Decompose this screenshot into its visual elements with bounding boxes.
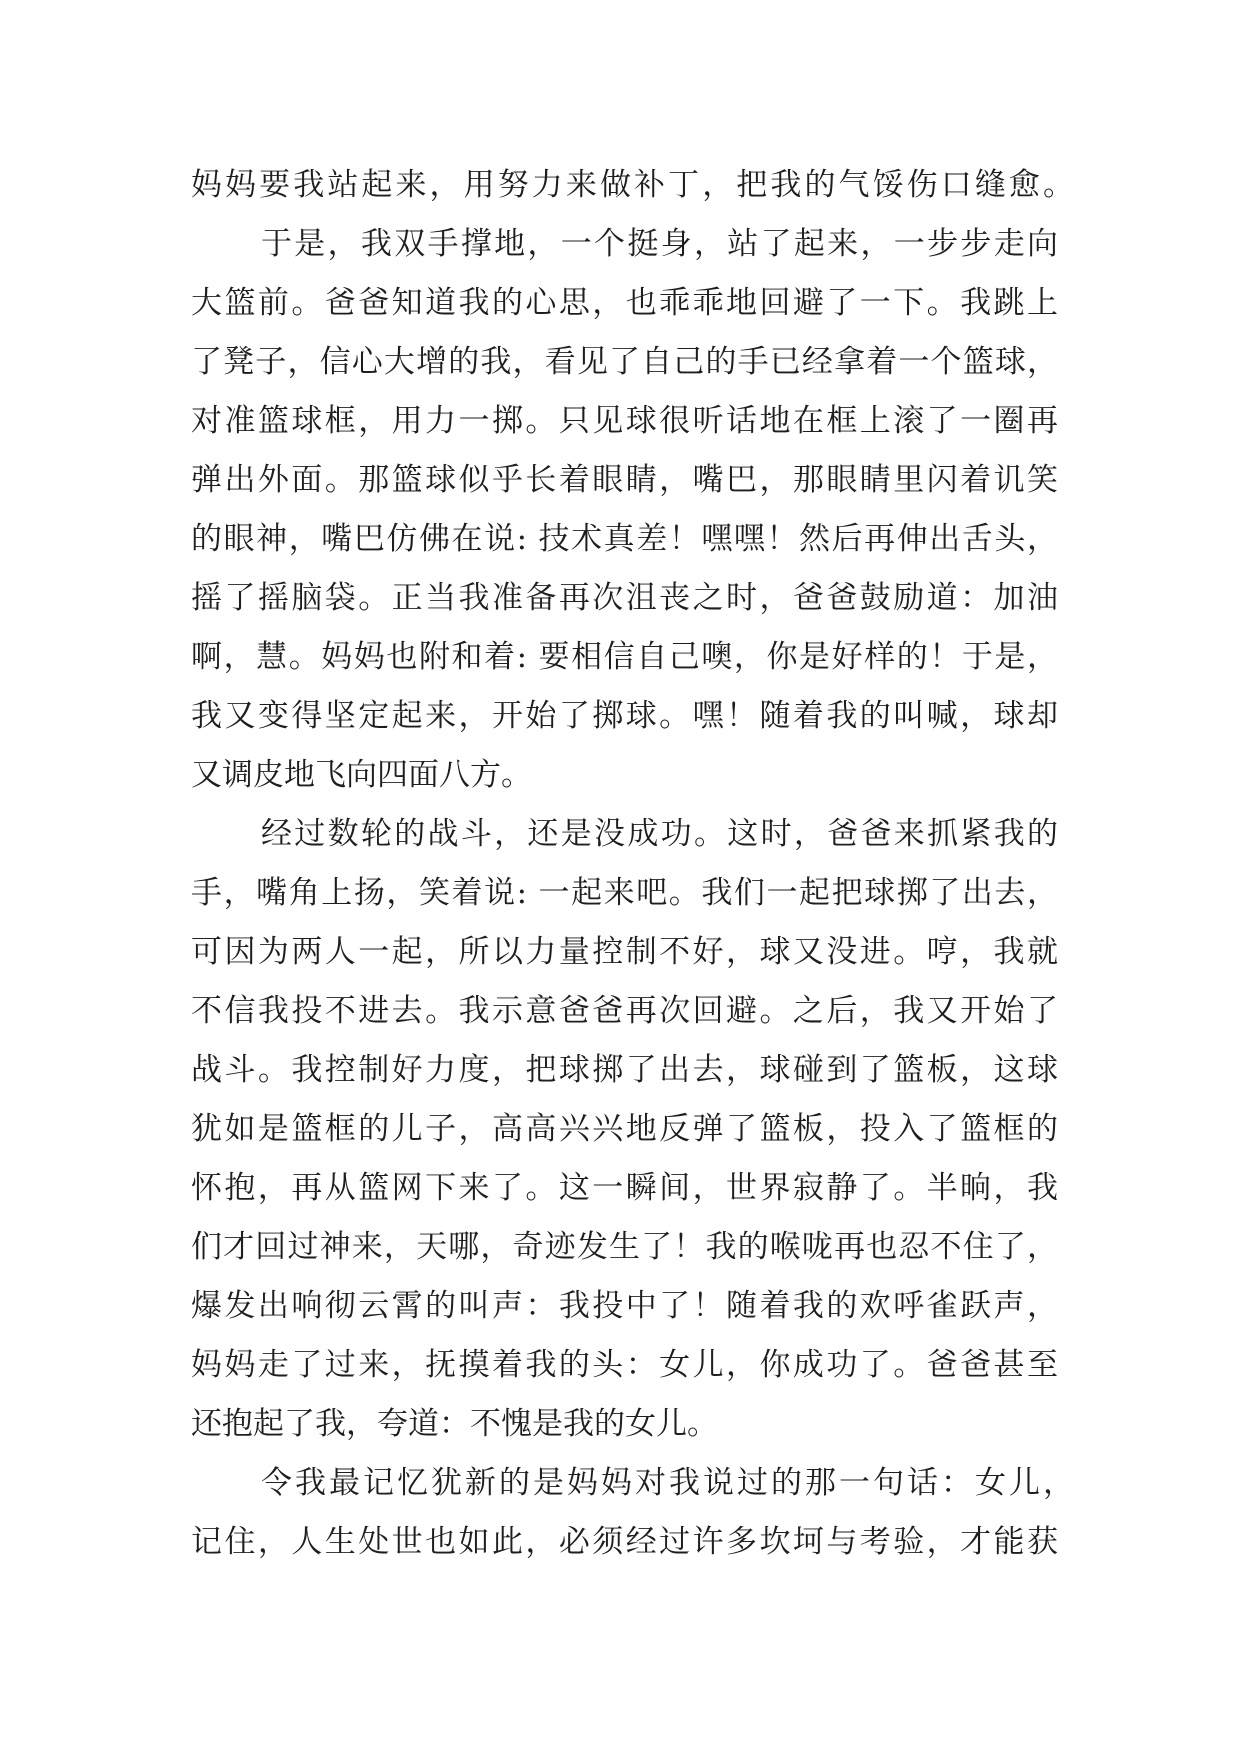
text-line: 战斗。我控制好力度，把球掷了出去，球碰到了篮板，这球: [191, 1052, 1058, 1088]
text-line: 啊，慧。妈妈也附和着: 要相信自己噢，你是好样的！于是，: [191, 639, 1058, 675]
text-line: 犹如是篮框的儿子，高高兴兴地反弹了篮板，投入了篮框的: [191, 1111, 1058, 1147]
text-line: 弹出外面。那篮球似乎长着眼睛，嘴巴，那眼睛里闪着讥笑: [191, 462, 1058, 498]
text-line: 不信我投不进去。我示意爸爸再次回避。之后，我又开始了: [191, 993, 1058, 1029]
paragraph: [191, 156, 1074, 215]
text-line: 爆发出响彻云霄的叫声：我投中了！随着我的欢呼雀跃声，: [191, 1288, 1058, 1324]
text-line: 摇了摇脑袋。正当我准备再次沮丧之时，爸爸鼓励道：加油: [191, 580, 1058, 616]
text-line: 手，嘴角上扬，笑着说: 一起来吧。我们一起把球掷了出去，: [191, 875, 1058, 911]
body-text: [191, 156, 1074, 1572]
text-line: 又调皮地飞向四面八方。: [191, 757, 532, 793]
text-line: 大篮前。爸爸知道我的心思，也乖乖地回避了一下。我跳上: [191, 285, 1058, 321]
text-line: 妈妈走了过来，抚摸着我的头：女儿，你成功了。爸爸甚至: [191, 1347, 1058, 1383]
text-line: 妈妈要我站起来，用努力来做补丁，把我的气馁伤口缝愈。: [191, 167, 1074, 203]
text-line: 于是，我双手撑地，一个挺身，站了起来，一步步走向: [261, 226, 1058, 262]
text-line: 的眼神，嘴巴仿佛在说: 技术真差！嘿嘿！然后再伸出舌头，: [191, 521, 1058, 557]
text-line: 可因为两人一起，所以力量控制不好，球又没进。哼，我就: [191, 934, 1058, 970]
text-line: 还抱起了我，夸道：不愧是我的女儿。: [191, 1406, 718, 1442]
paragraph: [191, 805, 1074, 1454]
text-line: 对准篮球框，用力一掷。只见球很听话地在框上滚了一圈再: [191, 403, 1058, 439]
text-line: 令我最记忆犹新的是妈妈对我说过的那一句话：女儿，: [261, 1465, 1074, 1501]
paragraph: [191, 1454, 1074, 1572]
text-line: 了凳子，信心大增的我，看见了自己的手已经拿着一个篮球，: [191, 344, 1058, 380]
text-line: 我又变得坚定起来，开始了掷球。嘿！随着我的叫喊，球却: [191, 698, 1058, 734]
text-line: 经过数轮的战斗，还是没成功。这时，爸爸来抓紧我的: [261, 816, 1058, 852]
paragraph: [191, 215, 1074, 805]
text-line: 怀抱，再从篮网下来了。这一瞬间，世界寂静了。半晌，我: [191, 1170, 1058, 1206]
text-line: 们才回过神来，天哪，奇迹发生了！我的喉咙再也忍不住了，: [191, 1229, 1058, 1265]
text-line: 记住，人生处世也如此，必须经过许多坎坷与考验，才能获: [191, 1524, 1058, 1560]
